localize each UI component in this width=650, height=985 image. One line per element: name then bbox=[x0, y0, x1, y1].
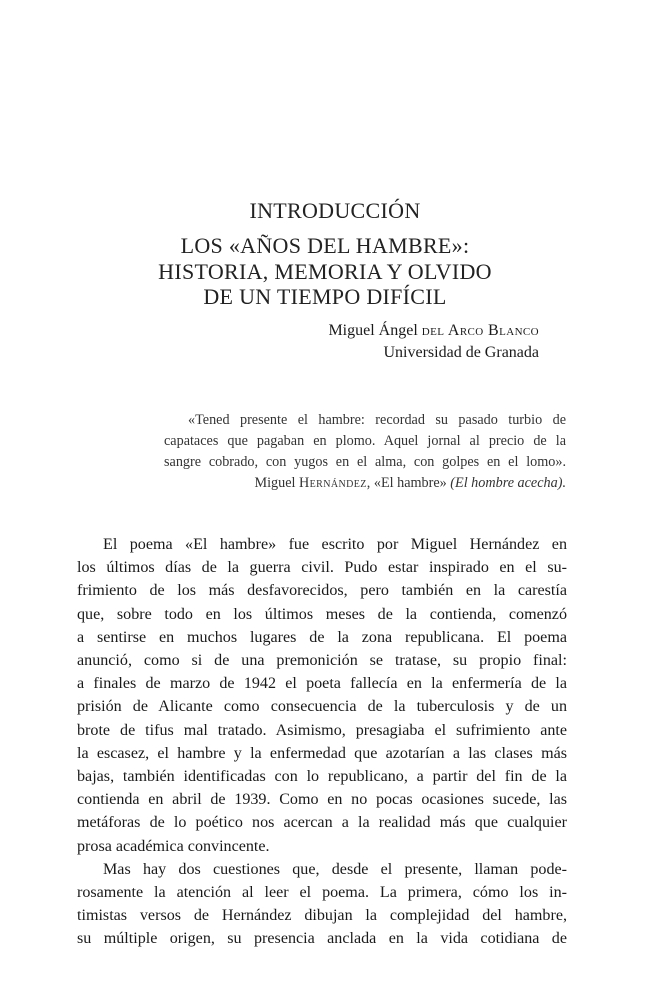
chapter-title bbox=[0, 232, 650, 309]
chapter-label: INTRODUCCIÓN bbox=[249, 198, 421, 223]
epigraph-line: capataces que pagaban en plomo. Aquel jornal al precio de la bbox=[164, 433, 566, 449]
author-name bbox=[328, 320, 539, 342]
body-line: que, sobre todo en los últimos meses de la contienda, comenzó bbox=[77, 605, 567, 623]
chapter-title-line: DE UN TIEMPO DIFÍCIL bbox=[203, 284, 447, 309]
body-line: la escasez, el hambre y la enfermedad que azotarían a las clases más bbox=[77, 744, 567, 762]
body-line: Mas hay dos cuestiones que, desde el presente, llaman pode- bbox=[103, 860, 567, 878]
body-line: timistas versos de Hernández dibujan la complejidad del hambre, bbox=[77, 907, 567, 925]
epigraph bbox=[164, 410, 566, 494]
author-first-name: Miguel Ángel bbox=[328, 322, 418, 339]
body-line: rosamente la atención al leer el poema. La primera, cómo los in- bbox=[77, 884, 567, 902]
body-text bbox=[77, 533, 567, 951]
chapter-title-line: LOS «AÑOS DEL HAMBRE»: bbox=[180, 233, 470, 258]
epigraph-source bbox=[164, 473, 566, 494]
epigraph-source-name: Miguel bbox=[254, 475, 296, 491]
body-line: a sentirse en muchos lugares de la zona republicana. El poema bbox=[77, 628, 567, 646]
epigraph-line: «Tened presente el hambre: recordad su pasado turbio de bbox=[188, 412, 566, 428]
body-line: El poema «El hambre» fue escrito por Miguel Hernández en bbox=[103, 536, 567, 553]
chapter-title-line: HISTORIA, MEMORIA Y OLVIDO bbox=[158, 258, 492, 284]
body-line: prisión de Alicante como consecuencia de la tuberculosis y de un bbox=[77, 698, 567, 716]
epigraph-line: sangre cobrado, con yugos en el alma, con golpes en el lomo». bbox=[164, 454, 566, 470]
epigraph-source-title: , «El hambre» bbox=[366, 475, 451, 491]
body-line: brote de tifus mal tratado. Asimismo, presagiaba el sufrimiento ante bbox=[77, 721, 567, 739]
body-line: frimiento de los más desfavorecidos, pero también en la carestía bbox=[77, 582, 567, 600]
author-block bbox=[328, 320, 539, 364]
body-line: contienda en abril de 1939. Como en no pocas ocasiones sucede, las bbox=[77, 791, 567, 809]
epigraph-source-surname: Hernández bbox=[299, 475, 367, 491]
body-line: metáforas de lo poético nos acercan a la realidad más que cualquier bbox=[77, 814, 567, 832]
epigraph-source-work: (El hombre acecha). bbox=[450, 475, 566, 491]
body-line: bajas, también identificadas con lo republicano, a partir del fin de la bbox=[77, 768, 567, 786]
body-line: los últimos días de la guerra civil. Pudo estar inspirado en el su- bbox=[77, 559, 567, 577]
body-line: prosa académica convincente. bbox=[77, 837, 270, 855]
body-line: anunció, como si de una premonición se tratase, su propio final: bbox=[77, 652, 567, 670]
author-affiliation: Universidad de Granada bbox=[383, 344, 539, 361]
author-surname: del Arco Blanco bbox=[421, 322, 539, 339]
body-line: a finales de marzo de 1942 el poeta fallecía en la enfermería de la bbox=[77, 675, 567, 693]
body-line: su múltiple origen, su presencia anclada en la vida cotidiana de bbox=[77, 930, 567, 948]
